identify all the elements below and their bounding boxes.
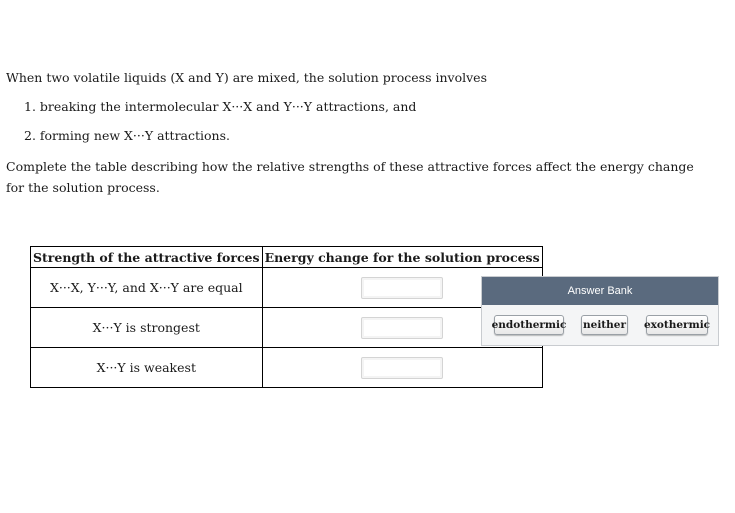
drop-target[interactable] — [361, 317, 443, 339]
row-condition: X···X, Y···Y, and X···Y are equal — [31, 268, 263, 308]
answer-bank-items — [482, 305, 718, 346]
question-intro: When two volatile liquids (X and Y) are mixed, the solution process involves — [6, 70, 487, 85]
answer-chip-exothermic[interactable]: exothermic — [646, 315, 708, 335]
table-row — [31, 348, 543, 388]
column-header-strength: Strength of the attractive forces — [31, 247, 263, 268]
table-header-row — [31, 247, 543, 268]
column-header-energy-change: Energy change for the solution process — [262, 247, 542, 268]
table-row — [31, 308, 543, 348]
answer-chip-neither[interactable]: neither — [581, 315, 628, 335]
answer-cell — [262, 348, 542, 388]
table-row — [31, 268, 543, 308]
answer-chip-endothermic[interactable]: endothermic — [494, 315, 564, 335]
drop-target[interactable] — [361, 357, 443, 379]
step-1: 1. breaking the intermolecular X···X and Y···Y attractions, and — [24, 99, 417, 114]
row-condition: X···Y is strongest — [31, 308, 263, 348]
answer-bank — [481, 276, 719, 346]
answer-table — [30, 246, 543, 388]
question-instruction: Complete the table describing how the relative strengths of these attractive forces affect the energy change for the solution process. — [6, 159, 694, 195]
drop-target[interactable] — [361, 277, 443, 299]
row-condition: X···Y is weakest — [31, 348, 263, 388]
step-2: 2. forming new X···Y attractions. — [24, 128, 230, 143]
answer-bank-title: Answer Bank — [482, 277, 718, 305]
